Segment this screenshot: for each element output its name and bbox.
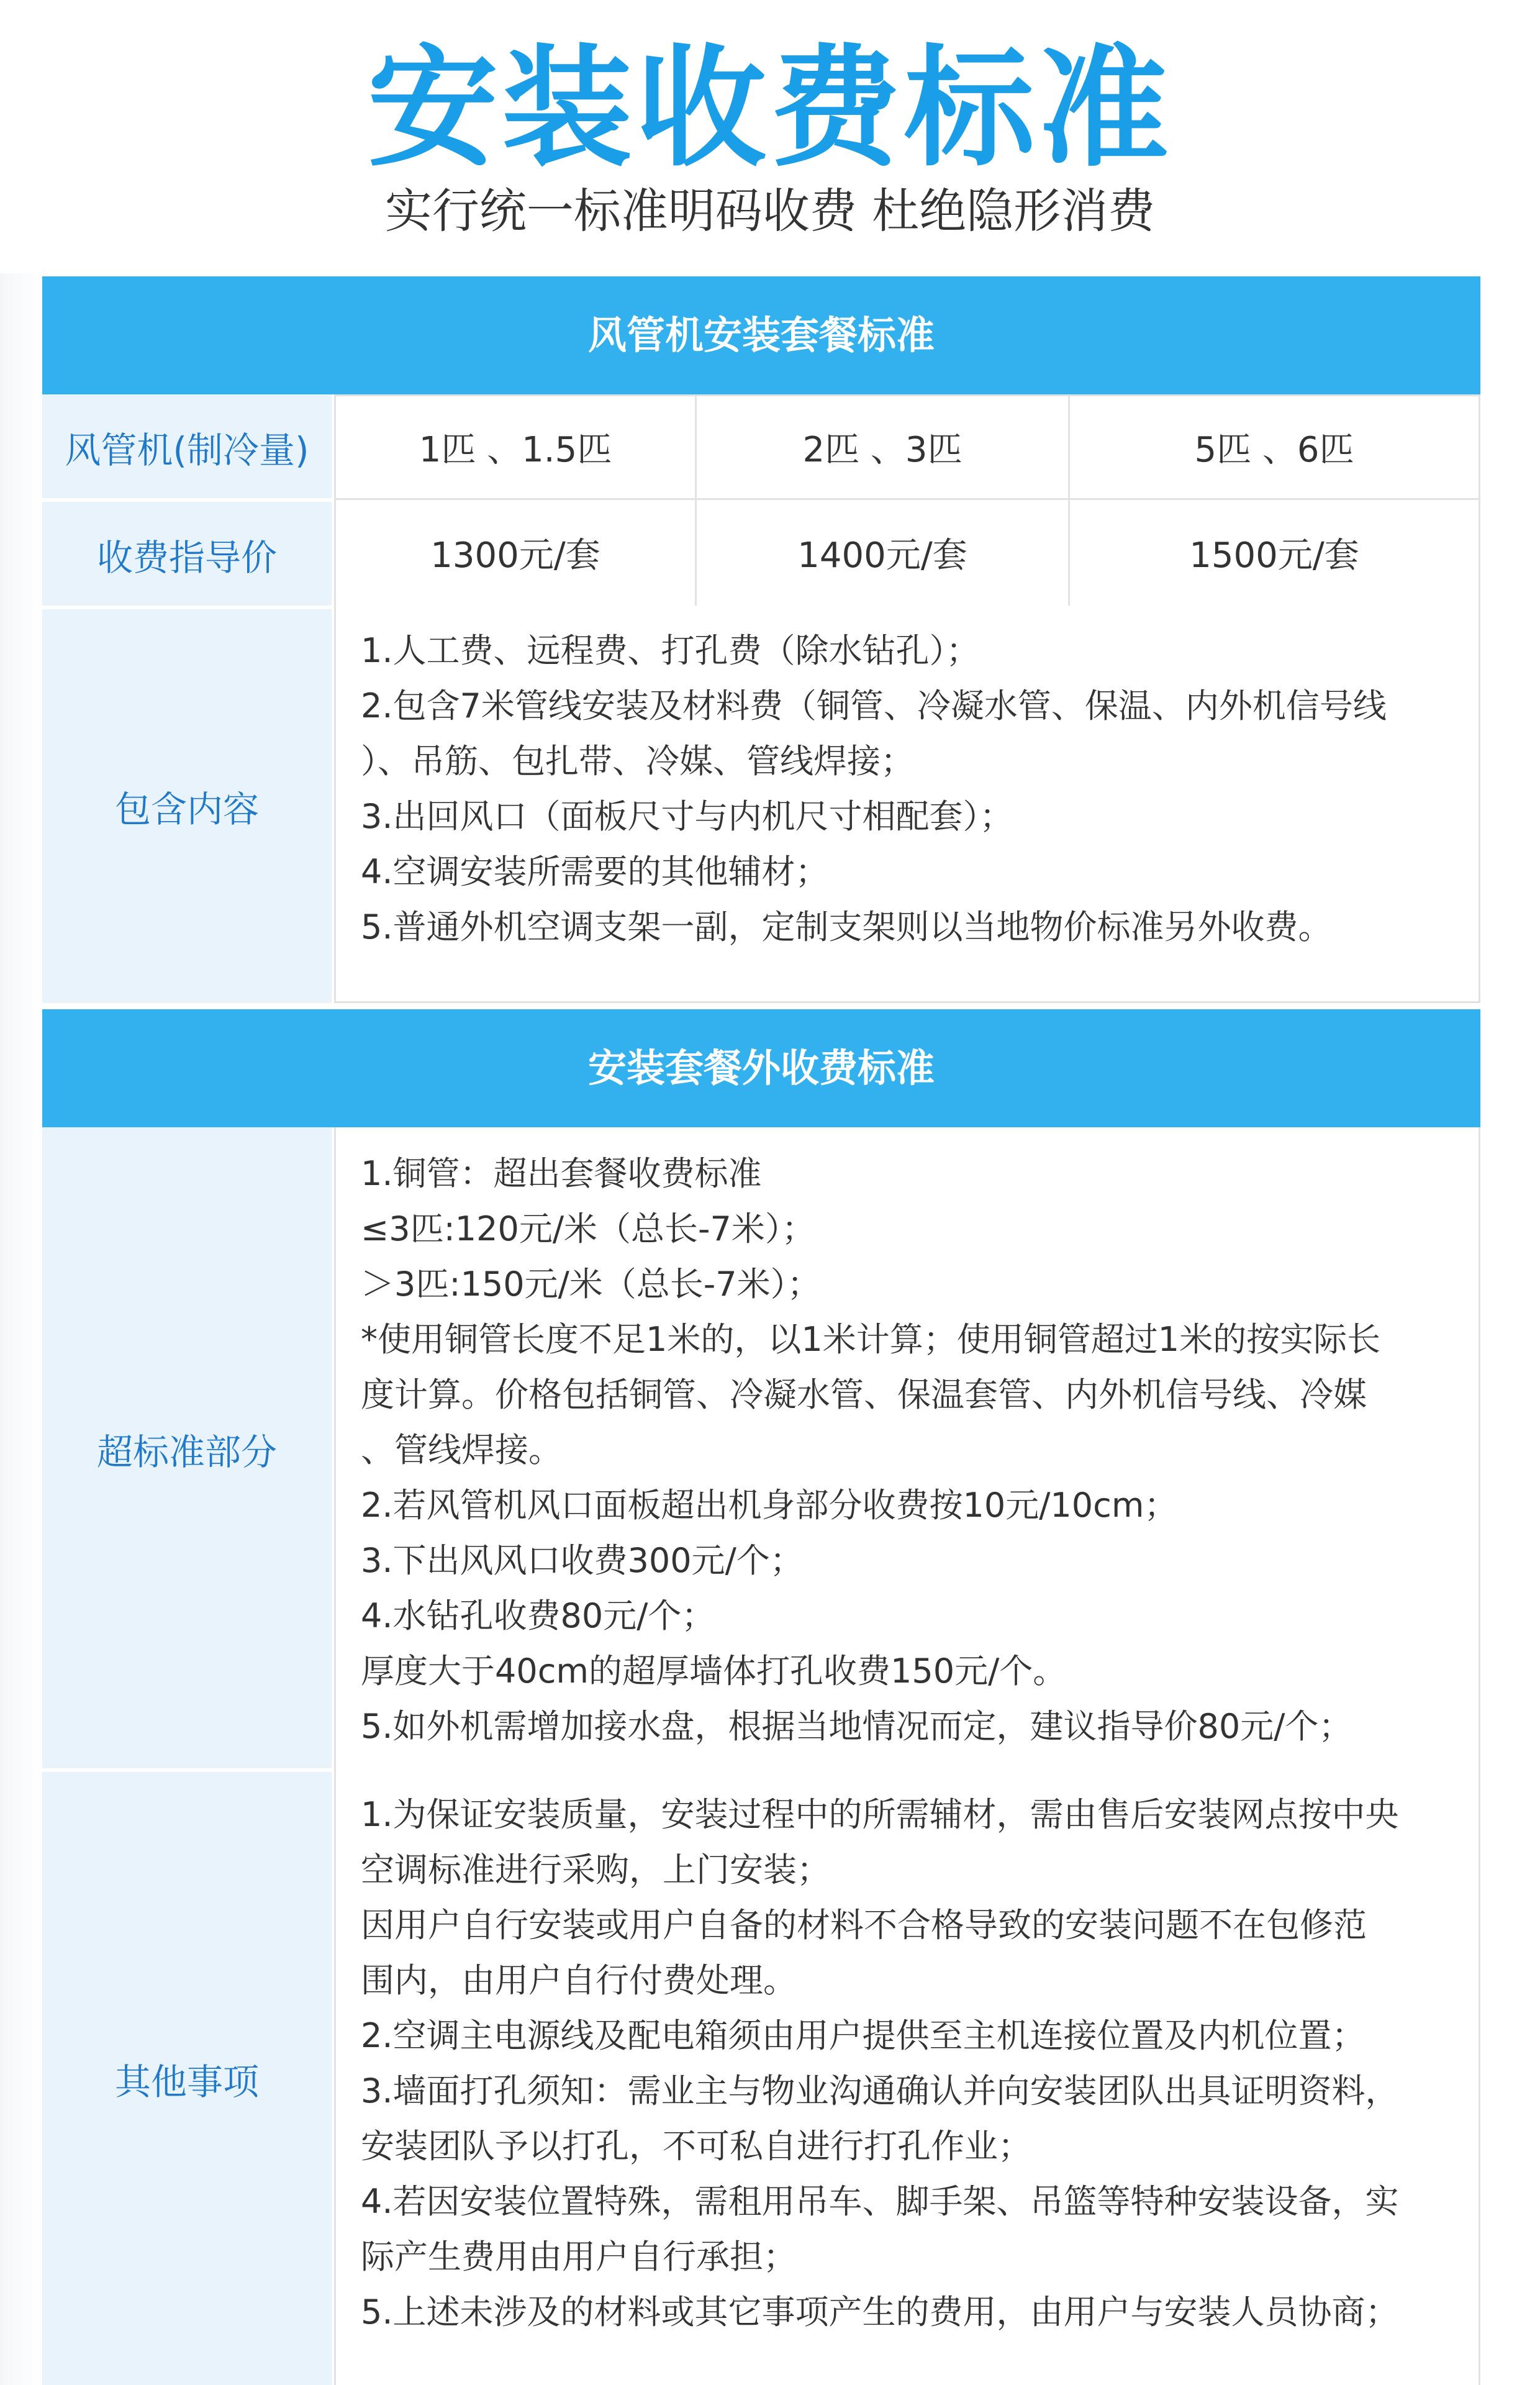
extra-line: 2.若风管机风口面板超出机身部分收费按10元/10cm； (361, 1486, 1178, 1525)
page-subtitle: 实行统一标准明码收费 杜绝隐形消费 (384, 183, 1156, 238)
other-line: 际产生费用由用户自行承担； (361, 2237, 797, 2276)
extra-line: 度计算。价格包括铜管、冷凝水管、保温套管、内外机信号线、冷媒 (361, 1375, 1367, 1414)
includes-line: 2.包含7米管线安装及材料费（铜管、冷凝水管、保温、内外机信号线 (361, 686, 1387, 725)
other-content (334, 1768, 1480, 2385)
other-line: 因用户自行安装或用户自备的材料不合格导致的安装问题不在包修范 (361, 1906, 1367, 1945)
other-label: 其他事项 (42, 1768, 332, 2385)
price-cell-1: 1300元/套 (334, 498, 697, 607)
extra-line: 5.如外机需增加接水盘，根据当地情况而定，建议指导价80元/个； (361, 1707, 1352, 1746)
other-line: 3.墙面打孔须知：需业主与物业沟通确认并向安装团队出具证明资料， (361, 2071, 1399, 2110)
other-line: 5.上述未涉及的材料或其它事项产生的费用，由用户与安装人员协商； (361, 2292, 1399, 2332)
includes-label: 包含内容 (42, 606, 332, 1003)
extra-line: ≤3匹:120元/米（总长-7米）； (361, 1209, 815, 1248)
capacity-cell-1: 1匹 、1.5匹 (334, 394, 697, 500)
other-line: 安装团队予以打孔，不可私自进行打孔作业； (361, 2127, 1031, 2166)
extra-line: 1.铜管：超出套餐收费标准 (361, 1154, 762, 1193)
other-line: 围内，由用户自行付费处理。 (361, 1961, 797, 2000)
includes-line: 3.出回风口（面板尺寸与内机尺寸相配套）； (361, 797, 1013, 836)
extra-line: 3.下出风风口收费300元/个； (361, 1541, 804, 1580)
section-header-extra: 安装套餐外收费标准 (42, 1009, 1480, 1127)
extra-content (334, 1127, 1480, 1770)
includes-content (334, 606, 1480, 1003)
section-header-package: 风管机安装套餐标准 (42, 276, 1480, 394)
includes-line: 5.普通外机空调支架一副，定制支架则以当地物价标准另外收费。 (361, 907, 1332, 947)
page-title: 安装收费标准 (367, 32, 1172, 184)
includes-line: 1.人工费、远程费、打孔费（除水钻孔）； (361, 631, 980, 670)
capacity-label: 风管机(制冷量) (42, 394, 332, 500)
price-cell-2: 1400元/套 (695, 498, 1070, 607)
left-shadow-strip (0, 273, 42, 2385)
extra-line: ＞3匹:150元/米（总长-7米）； (361, 1265, 821, 1304)
extra-line: 厚度大于40cm的超厚墙体打孔收费150元/个。 (361, 1651, 1067, 1691)
capacity-cell-2: 2匹 、3匹 (695, 394, 1070, 500)
extra-line: *使用铜管长度不足1米的，以1米计算；使用铜管超过1米的按实际长 (361, 1320, 1381, 1359)
price-label: 收费指导价 (42, 498, 332, 607)
includes-line: ）、吊筋、包扎带、冷媒、管线焊接； (361, 742, 914, 781)
other-line: 空调标准进行采购，上门安装； (361, 1850, 830, 1889)
price-cell-3: 1500元/套 (1068, 498, 1480, 607)
extra-label: 超标准部分 (42, 1127, 332, 1770)
capacity-cell-3: 5匹 、6匹 (1068, 394, 1480, 500)
includes-line: 4.空调安装所需要的其他辅材； (361, 852, 829, 891)
other-line: 1.为保证安装质量，安装过程中的所需辅材，需由售后安装网点按中央 (361, 1795, 1399, 1834)
other-line: 2.空调主电源线及配电箱须由用户提供至主机连接位置及内机位置； (361, 2016, 1366, 2055)
other-line: 4.若因安装位置特殊，需租用吊车、脚手架、吊篮等特种安装设备，实 (361, 2182, 1399, 2221)
extra-line: 4.水钻孔收费80元/个； (361, 1596, 715, 1635)
extra-line: 、管线焊接。 (361, 1430, 562, 1470)
